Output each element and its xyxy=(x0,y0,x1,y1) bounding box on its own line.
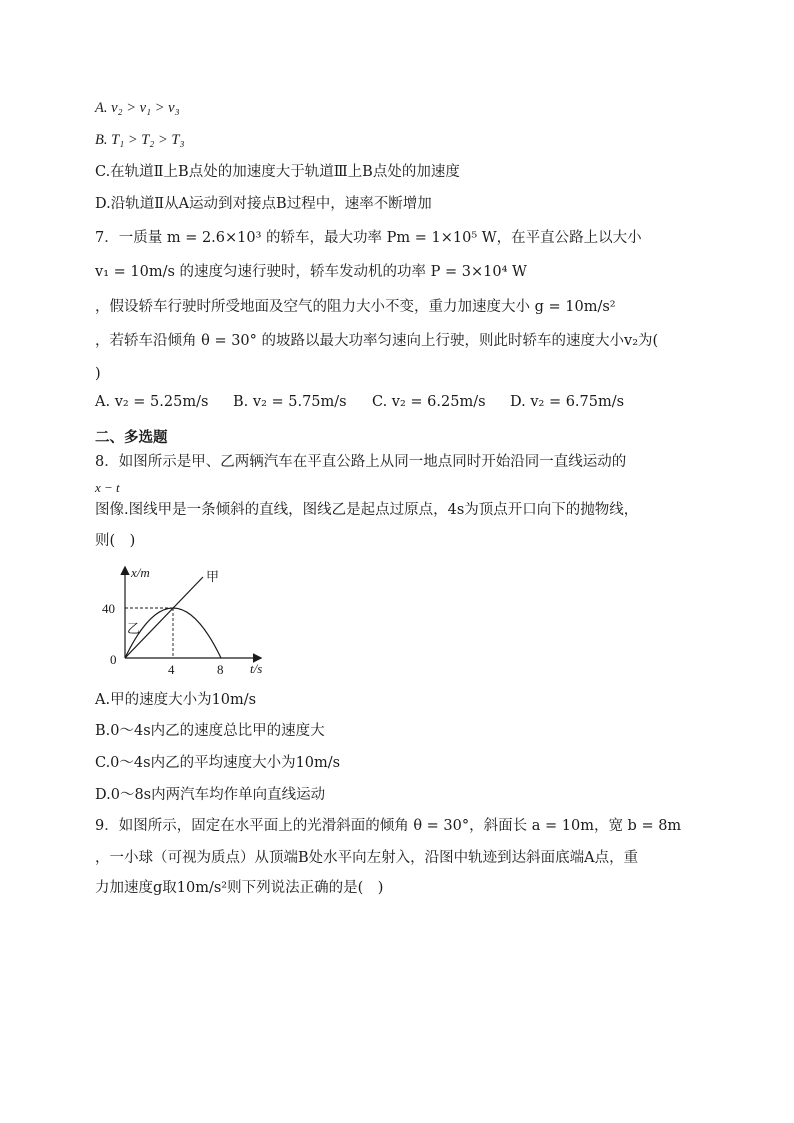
origin-label: 0 xyxy=(110,652,117,667)
q7-stem-line-3: ，假设轿车行驶时所受地面及空气的阻力大小不变，重力加速度大小 g = 10m/s² xyxy=(95,299,616,315)
section-heading-multi-choice: 二、多选题 xyxy=(95,429,168,446)
q9-stem-line-1: 9．如图所示，固定在水平面上的光滑斜面的倾角 θ = 30°，斜面长 a = 10m，宽 b = 8m xyxy=(95,818,682,834)
q7-option-c: C. v₂ = 6.25m/s xyxy=(372,394,486,410)
q8-option-a: A.甲的速度大小为10m/s xyxy=(95,692,257,708)
q8-stem-line-1: 8．如图所示是甲、乙两辆汽车在平直公路上从同一地点同时开始沿同一直线运动的 xyxy=(95,454,627,470)
q8-stem-line-2: x − t xyxy=(95,480,120,495)
q6-option-b: B. T₁ > T₂ > T₃ xyxy=(95,132,185,148)
x-tick-4: 4 xyxy=(168,662,175,677)
x-t-graph xyxy=(100,560,275,685)
q8-option-d: D.0～8s内两汽车均作单向直线运动 xyxy=(95,787,326,803)
q8-stem-line-3: 图像.图线甲是一条倾斜的直线，图线乙是起点过原点，4s为顶点开口向下的抛物线， xyxy=(95,502,639,518)
q7-stem-line-5: ) xyxy=(95,366,101,382)
q7-stem-line-4: ，若轿车沿倾角 θ = 30° 的坡路以最大功率匀速向上行驶，则此时轿车的速度大小v₂为( xyxy=(95,333,659,349)
q6-option-a: A. v₂ > v₁ > v₃ xyxy=(95,100,180,116)
curve-yi-label: 乙 xyxy=(127,621,141,636)
q7-option-d: D. v₂ = 6.75m/s xyxy=(510,394,625,410)
y-axis-label: x/m xyxy=(131,565,150,580)
q7-option-b: B. v₂ = 5.75m/s xyxy=(233,394,347,410)
q6-option-c: C.在轨道Ⅱ上B点处的加速度大于轨道Ⅲ上B点处的加速度 xyxy=(95,164,460,180)
line-jia xyxy=(125,577,203,658)
q9-stem-line-3: 力加速度g取10m/s²则下列说法正确的是( ) xyxy=(95,880,384,896)
q8-option-b: B.0～4s内乙的速度总比甲的速度大 xyxy=(95,723,325,739)
q7-option-a: A. v₂ = 5.25m/s xyxy=(95,394,209,410)
q7-stem-line-1: 7．一质量 m = 2.6×10³ 的轿车，最大功率 Pm = 1×10⁵ W，在平直公路上以大小 xyxy=(95,230,642,246)
y-tick-40: 40 xyxy=(102,601,115,616)
q9-stem-line-2: ，一小球（可视为质点）从顶端B处水平向左射入，沿图中轨迹到达斜面底端A点，重 xyxy=(95,850,639,866)
q7-stem-line-2: v₁ = 10m/s 的速度匀速行驶时，轿车发动机的功率 P = 3×10⁴ W xyxy=(95,264,527,280)
q6-option-d: D.沿轨道Ⅱ从A运动到对接点B过程中，速率不断增加 xyxy=(95,196,432,212)
x-axis-label: t/s xyxy=(250,661,263,676)
line-jia-label: 甲 xyxy=(206,569,220,584)
q8-stem-line-4: 则( ) xyxy=(95,533,136,549)
x-tick-8: 8 xyxy=(217,662,224,677)
q8-option-c: C.0～4s内乙的平均速度大小为10m/s xyxy=(95,755,341,771)
